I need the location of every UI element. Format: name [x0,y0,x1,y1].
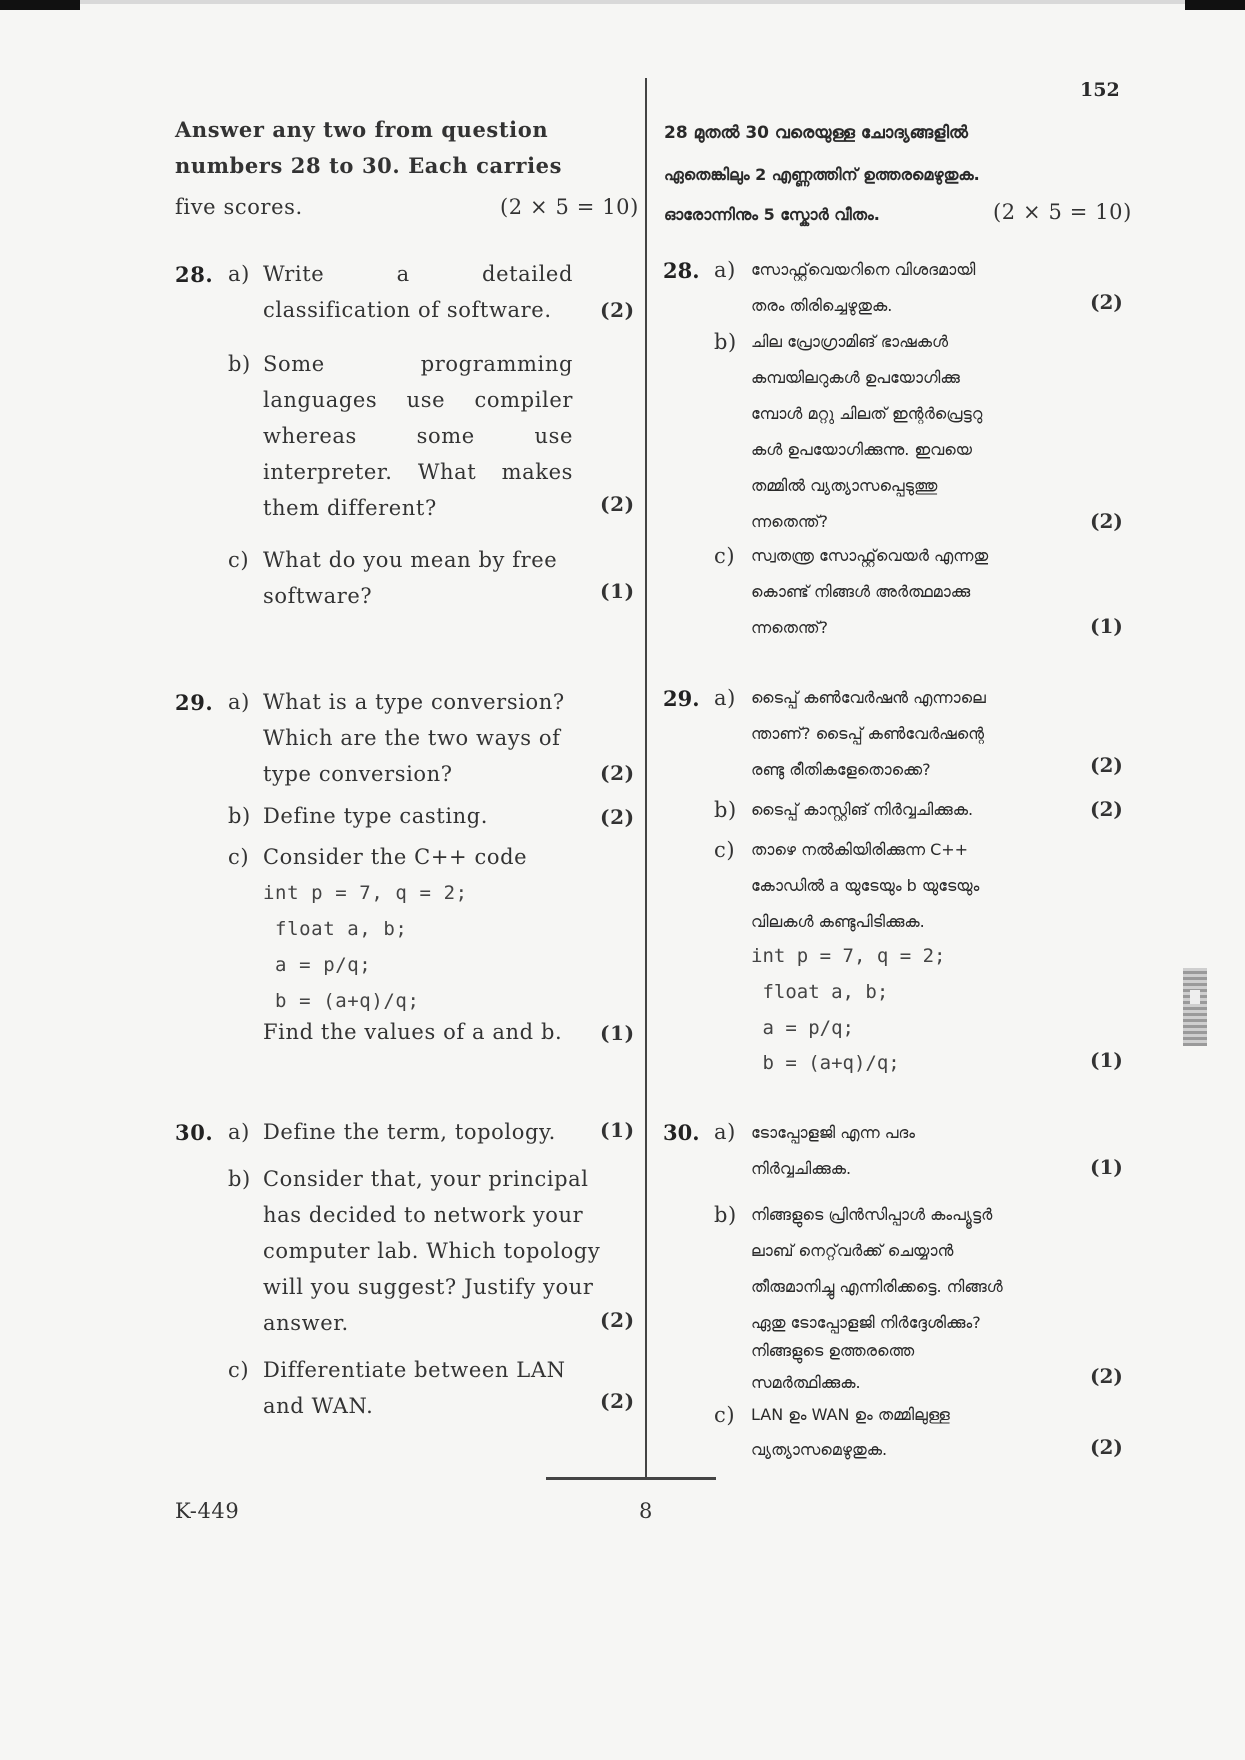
en-q30b-line-4: will you suggest? Justify your [263,1275,594,1299]
ml-q28b-line-5: തമ്മിൽ വ്യത്യാസപ്പെടുത്തു [751,476,938,495]
ml-q28a-label: a) [714,258,736,282]
en-q28a-mark: (2) [600,298,635,322]
ml-q28c-line-2: കൊണ്ട് നിങ്ങൾ അർത്ഥമാക്കു [751,582,971,601]
ml-q29c-mark: (1) [1090,1048,1123,1072]
ml-q30b-line-2: ലാബ് നെറ്റ്‌വർക്ക് ചെയ്യാൻ [751,1241,954,1260]
ml-q29a-line-3: രണ്ടു രീതികളേതൊക്കെ? [751,760,931,779]
ml-instruction-line-1: 28 മുതൽ 30 വരെയുള്ള ചോദ്യങ്ങളിൽ [664,123,968,143]
ml-q30b-line-1: നിങ്ങളുടെ പ്രിൻസിപ്പാൾ കംപ്യൂട്ടർ [751,1205,993,1224]
ml-q28b-label: b) [714,330,737,354]
ml-q28c-mark: (1) [1090,614,1123,638]
ml-q29c-code-3: a = p/q; [751,1017,854,1039]
ml-q30c-line-2: വ്യത്യാസമെഴുതുക. [751,1440,888,1459]
en-q28b-line-5: them different? [263,496,437,520]
scan-corner-left [0,0,80,10]
en-q29c-line-1: Consider the C++ code [263,845,528,869]
en-instruction-marks: (2 × 5 = 10) [500,195,639,219]
en-q29b-mark: (2) [600,805,635,829]
ml-q28a-mark: (2) [1090,290,1123,314]
ml-q30a-label: a) [714,1120,736,1144]
en-q30b-label: b) [228,1167,251,1191]
en-q29c-after: Find the values of a and b. [263,1020,563,1044]
en-instruction-line-3: five scores. [175,195,303,219]
paper-code: K-449 [175,1499,240,1523]
ml-q30a-line-1: ടോപ്പോളജി എന്ന പദം [751,1123,915,1142]
en-q29b-line-1: Define type casting. [263,804,489,828]
ml-q29a-mark: (2) [1090,753,1123,777]
en-instruction-line-1: Answer any two from question [175,117,549,142]
en-q30b-line-3: computer lab. Which topology [263,1239,601,1263]
footer-page-number: 8 [639,1499,653,1523]
ml-q28a-line-1: സോഫ്റ്റ്‌വെയറിനെ വിശദമായി [751,260,976,279]
en-q29c-label: c) [228,845,250,869]
ml-q28b-mark: (2) [1090,509,1123,533]
ml-q30c-line-1: LAN ഉം WAN ഉം തമ്മിലുള്ള [751,1405,950,1424]
ml-q29b-label: b) [714,798,737,822]
en-q29c-code-1: int p = 7, q = 2; [263,882,468,904]
en-q29a-line-2: Which are the two ways of [263,726,561,750]
en-instruction-line-2: numbers 28 to 30. Each carries [175,153,563,178]
ml-q29c-line-3: വിലകൾ കണ്ടുപിടിക്കുക. [751,912,925,931]
en-q28c-mark: (1) [600,579,635,603]
bottom-rule [546,1477,716,1480]
en-q30b-line-1: Consider that, your principal [263,1167,589,1191]
en-q30a-label: a) [228,1120,250,1144]
en-q30-number: 30. [175,1120,214,1145]
en-q30b-line-2: has decided to network your [263,1203,584,1227]
ml-q29a-line-1: ടൈപ്പ് കൺവേർഷൻ എന്നാലെ [751,688,986,707]
en-q28a-label: a) [228,262,250,286]
ml-q28a-line-2: തരം തിരിച്ചെഴുതുക. [751,296,893,315]
ml-q28b-line-2: കമ്പയിലറുകൾ ഉപയോഗിക്കു [751,368,960,387]
en-q30c-line-1: Differentiate between LAN [263,1358,566,1382]
en-q28c-line-2: software? [263,584,373,608]
en-q29a-line-3: type conversion? [263,762,453,786]
en-q29c-code-2: float a, b; [263,918,408,940]
ml-q30b-line-6: സമർത്ഥിക്കുക. [751,1373,861,1392]
ml-q28b-line-1: ചില പ്രോഗ്രാമിങ് ഭാഷകൾ [751,332,949,351]
column-divider [645,78,647,1478]
ml-q30a-line-2: നിർവ്വചിക്കുക. [751,1159,852,1178]
ml-instruction-line-2: ഏതെങ്കിലും 2 എണ്ണത്തിന് ഉത്തരമെഴുതുക. [664,165,980,184]
ml-q28-number: 28. [663,258,700,283]
ml-q30c-label: c) [714,1403,736,1427]
en-q28c-line-1: What do you mean by free [263,548,558,572]
en-q30a-line-1: Define the term, topology. [263,1120,556,1144]
ml-q30b-line-5: നിങ്ങളുടെ ഉത്തരത്തെ [751,1341,915,1360]
en-q29a-line-1: What is a type conversion? [263,690,565,714]
ml-q29c-label: c) [714,838,736,862]
page-number: 152 [1080,79,1120,101]
ml-q28c-line-1: സ്വതന്ത്ര സോഫ്റ്റ്‌വെയർ എന്നതു [751,546,989,565]
ml-q28c-line-3: ന്നതെന്ത്? [751,618,829,637]
en-q30c-mark: (2) [600,1389,635,1413]
en-q29-number: 29. [175,690,214,715]
ml-q28c-label: c) [714,544,736,568]
en-q30c-line-2: and WAN. [263,1394,374,1418]
top-edge [0,0,1245,4]
ml-q28b-line-6: ന്നതെന്ത്? [751,512,829,531]
en-q30b-mark: (2) [600,1308,635,1332]
ml-q30c-mark: (2) [1090,1435,1123,1459]
ml-q28b-line-4: കൾ ഉപയോഗിക്കുന്നു. ഇവയെ [751,440,972,459]
en-q29a-label: a) [228,690,250,714]
edge-tab-marker [1183,968,1207,1046]
ml-q30b-mark: (2) [1090,1364,1123,1388]
ml-q30b-label: b) [714,1203,737,1227]
ml-q29a-line-2: ന്താണ്? ടൈപ്പ് കൺവേർഷന്റെ [751,724,985,743]
en-q29b-label: b) [228,804,251,828]
en-q28b-mark: (2) [600,492,635,516]
ml-q30a-mark: (1) [1090,1155,1123,1179]
ml-q29c-code-1: int p = 7, q = 2; [751,945,946,967]
en-q29c-code-3: a = p/q; [263,954,372,976]
ml-q30b-line-4: ഏതു ടോപ്പോളജി നിർദ്ദേശിക്കും? [751,1313,981,1332]
ml-q29b-mark: (2) [1090,797,1123,821]
en-q28a-line-1: Write a detailed [263,262,573,286]
ml-q29-number: 29. [663,686,700,711]
ml-q30-number: 30. [663,1120,700,1145]
en-q28b-line-1: Some programming [263,352,573,376]
en-q30c-label: c) [228,1358,250,1382]
ml-instruction-marks: (2 × 5 = 10) [993,200,1132,224]
en-q29a-mark: (2) [600,761,635,785]
en-q30b-line-5: answer. [263,1311,349,1335]
en-q28b-line-2: languages use compiler [263,388,573,412]
en-q28b-label: b) [228,352,251,376]
en-q28c-label: c) [228,548,250,572]
en-q28a-line-2: classification of software. [263,298,552,322]
en-q28b-line-4: interpreter. What makes [263,460,573,484]
en-q29c-code-4: b = (a+q)/q; [263,990,420,1012]
ml-q29c-line-2: കോഡിൽ a യുടേയും b യുടേയും [751,876,980,895]
en-q30a-mark: (1) [600,1118,635,1142]
ml-q29c-line-1: താഴെ നൽകിയിരിക്കുന്ന C++ [751,840,969,859]
en-q28-number: 28. [175,262,214,287]
ml-q29a-label: a) [714,686,736,710]
ml-q29c-code-2: float a, b; [751,981,889,1003]
ml-instruction-line-3: ഓരോന്നിനും 5 സ്കോർ വീതം. [664,205,880,224]
ml-q29b-line-1: ടൈപ്പ് കാസ്റ്റിങ് നിർവ്വചിക്കുക. [751,800,974,819]
scan-corner-right [1185,0,1245,10]
en-q28b-line-3: whereas some use [263,424,573,448]
ml-q29c-code-4: b = (a+q)/q; [751,1052,900,1074]
ml-q28b-line-3: മ്പോൾ മറ്റു ചിലത് ഇന്റർപ്രെട്ടറു [751,404,983,423]
ml-q30b-line-3: തീരുമാനിച്ചു എന്നിരിക്കട്ടെ. നിങ്ങൾ [751,1277,1003,1296]
en-q29c-mark: (1) [600,1021,635,1045]
